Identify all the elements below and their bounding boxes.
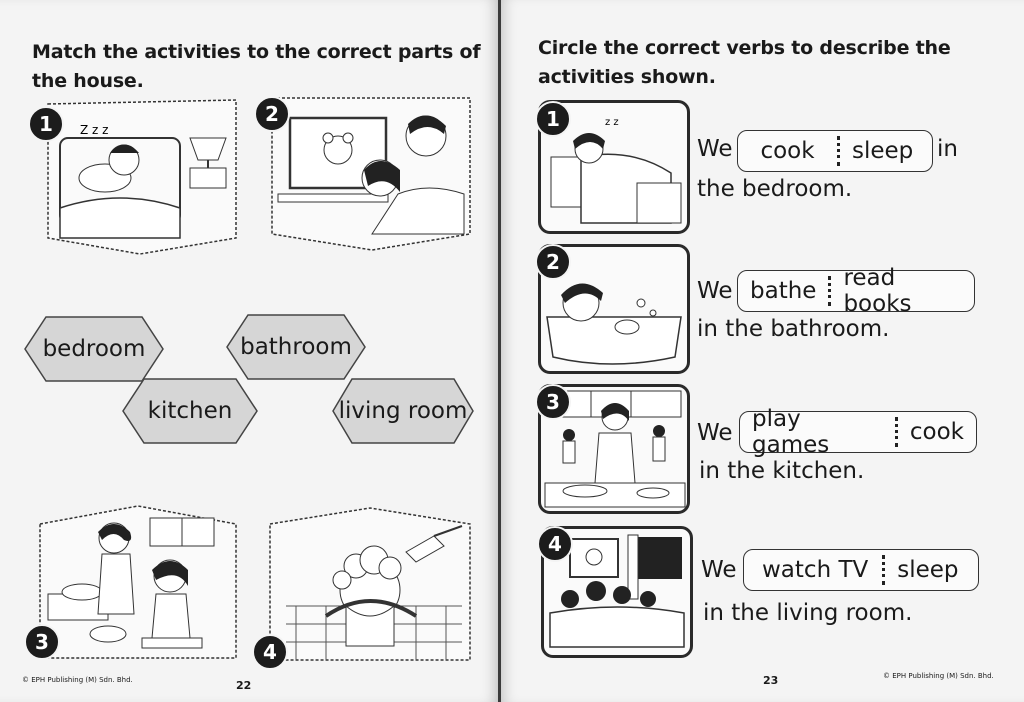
left-copyright: © EPH Publishing (M) Sdn. Bhd.: [22, 676, 133, 684]
picture-1-number: 1: [28, 106, 64, 142]
picture-4-number: 4: [252, 634, 288, 670]
item-1-number: 1: [535, 101, 571, 137]
item-4-option-watch-tv[interactable]: watch TV: [762, 557, 869, 583]
item-1-after: in: [937, 136, 958, 162]
picture-2-watching-tv: [265, 94, 474, 254]
word-kitchen[interactable]: kitchen: [122, 378, 258, 444]
word-living-room[interactable]: living room: [332, 378, 474, 444]
item-2-option-bathe[interactable]: bathe: [750, 278, 817, 304]
item-2-option-read-books[interactable]: read books: [843, 265, 912, 317]
item-3-choice-box: [739, 406, 977, 458]
picture-3-cooking: [35, 504, 238, 660]
item-1-we: We: [697, 136, 733, 162]
item-3-option-play-games[interactable]: play games: [752, 406, 830, 458]
left-instruction: Match the activities to the correct parts of the house.: [32, 41, 481, 92]
word-bathroom[interactable]: bathroom: [226, 314, 366, 380]
item-4-line2: in the living room.: [703, 600, 913, 626]
picture-1-sleeping: [40, 98, 240, 256]
word-bedroom[interactable]: bedroom: [24, 316, 164, 382]
item-1-choice-box: [737, 130, 933, 172]
item-1-line2: the bedroom.: [697, 176, 853, 202]
left-page: [0, 0, 498, 702]
picture-3-number: 3: [24, 624, 60, 660]
item-4-we: We: [701, 557, 737, 583]
item-4-choice-box: [743, 549, 979, 591]
item-3-line2: in the kitchen.: [699, 458, 865, 484]
item-3-option-cook[interactable]: cook: [909, 419, 964, 445]
item-3-we: We: [697, 420, 733, 446]
right-instruction: Circle the correct verbs to describe the activities shown.: [538, 37, 951, 88]
right-copyright: © EPH Publishing (M) Sdn. Bhd.: [883, 672, 994, 680]
item-1-option-sleep[interactable]: sleep: [852, 138, 914, 164]
item-4-number: 4: [537, 526, 573, 562]
picture-2-number: 2: [254, 96, 290, 132]
item-2-we: We: [697, 278, 733, 304]
right-page-number: 23: [763, 674, 779, 687]
item-1-option-cook[interactable]: cook: [760, 138, 815, 164]
left-page-number: 22: [236, 679, 252, 692]
svg-text:z z: z z: [605, 117, 619, 128]
right-page: [501, 0, 1024, 702]
item-2-choice-box: [737, 265, 975, 317]
item-4-option-sleep[interactable]: sleep: [897, 557, 959, 583]
picture-4-bathing: [263, 506, 474, 664]
item-2-line2: in the bathroom.: [697, 316, 890, 342]
item-3-number: 3: [535, 384, 571, 420]
svg-text:Z z z: Z z z: [80, 123, 109, 137]
item-2-number: 2: [535, 244, 571, 280]
